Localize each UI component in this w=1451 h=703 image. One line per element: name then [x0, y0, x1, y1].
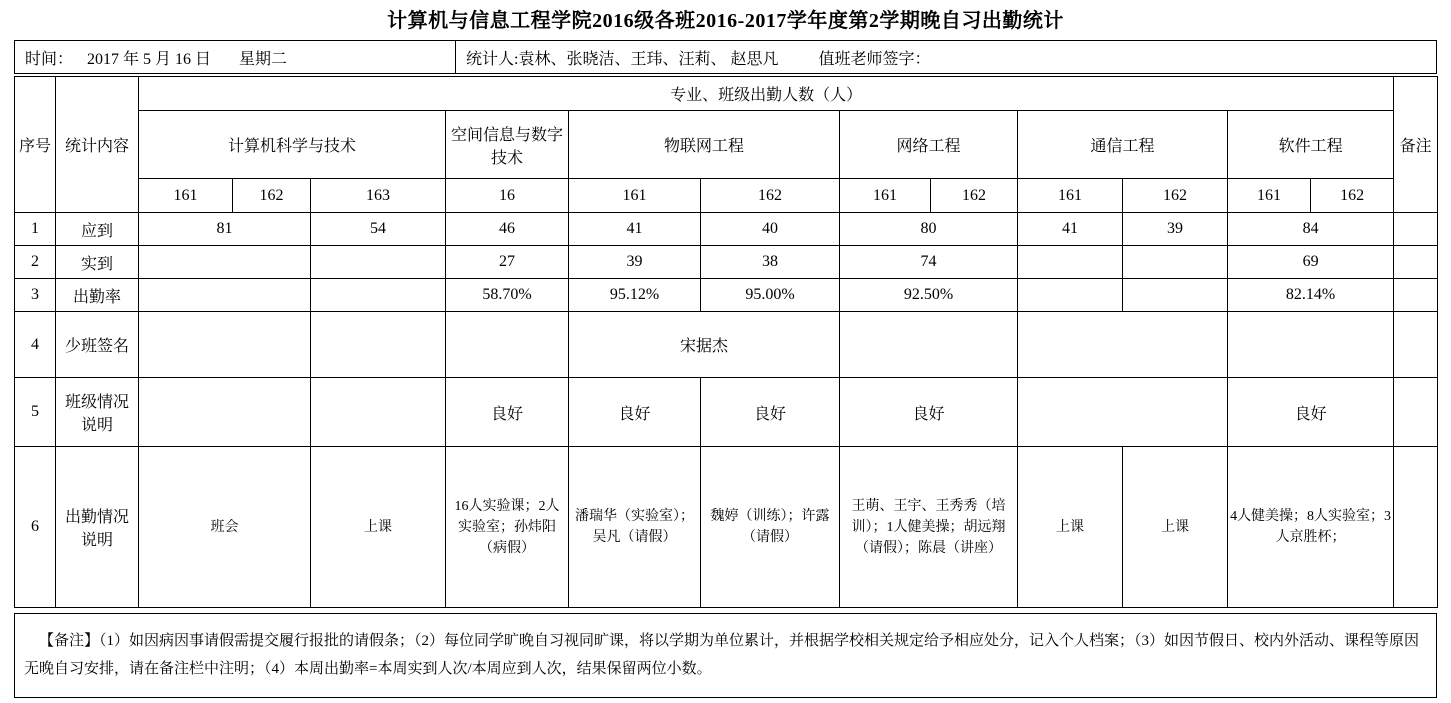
cell-r3-remark [1394, 279, 1438, 312]
cell-r4-sw [1228, 312, 1394, 378]
cell-r5-cs163 [311, 378, 446, 447]
row-num: 5 [15, 378, 56, 447]
cell-r1-cs161-162: 81 [139, 213, 311, 246]
header-class-cs-163: 163 [311, 179, 446, 213]
cell-r3-spatial16: 58.70% [446, 279, 569, 312]
header-major-communication: 通信工程 [1018, 111, 1228, 179]
cell-r4-cs161-162 [139, 312, 311, 378]
cell-r5-net: 良好 [840, 378, 1018, 447]
cell-r5-cs161-162 [139, 378, 311, 447]
cell-r5-comm [1018, 378, 1228, 447]
cell-r6-sw: 4人健美操；8人实验室；3人京胜杯； [1228, 447, 1394, 608]
cell-r3-comm161 [1018, 279, 1123, 312]
header-class-spatial-16: 16 [446, 179, 569, 213]
cell-r3-iot162: 95.00% [701, 279, 840, 312]
recorder-names: 统计人:袁林、张晓洁、王玮、汪莉、 赵思凡 [466, 50, 779, 68]
cell-r6-cs161-162: 班会 [139, 447, 311, 608]
attendance-table [14, 76, 1438, 608]
cell-r4-iot: 宋据杰 [569, 312, 840, 378]
teacher-sign-label: 值班老师签字： [818, 50, 931, 68]
row-num: 3 [15, 279, 56, 312]
row-label-attendance-notes: 出勤情况说明 [56, 447, 139, 608]
cell-r1-remark [1394, 213, 1438, 246]
document-page [14, 6, 1437, 698]
cell-r1-spatial16: 46 [446, 213, 569, 246]
info-bar [14, 40, 1437, 74]
cell-r5-sw: 良好 [1228, 378, 1394, 447]
cell-r3-net: 92.50% [840, 279, 1018, 312]
header-class-comm-161: 161 [1018, 179, 1123, 213]
header-major-spatial-info: 空间信息与数字技术 [446, 111, 569, 179]
cell-r2-cs161-162 [139, 246, 311, 279]
cell-r1-cs163: 54 [311, 213, 446, 246]
header-class-net-162: 162 [931, 179, 1018, 213]
cell-r4-remark [1394, 312, 1438, 378]
cell-r5-spatial16: 良好 [446, 378, 569, 447]
header-seq: 序号 [15, 77, 56, 213]
cell-r6-comm162: 上课 [1123, 447, 1228, 608]
row-label-class-status: 班级情况说明 [56, 378, 139, 447]
cell-r2-iot162: 38 [701, 246, 840, 279]
row-label-expected: 应到 [56, 213, 139, 246]
page-title: 计算机与信息工程学院2016级各班2016-2017学年度第2学期晚自习出勤统计 [387, 10, 1064, 32]
cell-r3-cs163 [311, 279, 446, 312]
cell-r6-remark [1394, 447, 1438, 608]
header-class-cs-161: 161 [139, 179, 233, 213]
cell-r6-spatial16: 16人实验课；2人实验室；孙炜阳（病假） [446, 447, 569, 608]
cell-r5-iot161: 良好 [569, 378, 701, 447]
cell-r2-spatial16: 27 [446, 246, 569, 279]
row-label-rate: 出勤率 [56, 279, 139, 312]
cell-r2-sw: 69 [1228, 246, 1394, 279]
row-num: 2 [15, 246, 56, 279]
cell-r2-remark [1394, 246, 1438, 279]
header-class-sw-162: 162 [1311, 179, 1394, 213]
header-remark: 备注 [1394, 77, 1438, 213]
info-recorder-cell [456, 41, 1436, 73]
cell-r2-comm161 [1018, 246, 1123, 279]
cell-r1-iot161: 41 [569, 213, 701, 246]
cell-r5-remark [1394, 378, 1438, 447]
cell-r6-cs163: 上课 [311, 447, 446, 608]
cell-r5-iot162: 良好 [701, 378, 840, 447]
cell-r3-sw: 82.14% [1228, 279, 1394, 312]
row-num: 1 [15, 213, 56, 246]
cell-r1-comm162: 39 [1123, 213, 1228, 246]
cell-r1-comm161: 41 [1018, 213, 1123, 246]
cell-r3-cs161-162 [139, 279, 311, 312]
cell-r4-net [840, 312, 1018, 378]
header-class-iot-161: 161 [569, 179, 701, 213]
cell-r6-iot161: 潘瑞华（实验室）；吴凡（请假） [569, 447, 701, 608]
cell-r6-iot162: 魏婷（训练）；许露（请假） [701, 447, 840, 608]
cell-r4-cs163 [311, 312, 446, 378]
header-major-iot: 物联网工程 [569, 111, 840, 179]
cell-r2-iot161: 39 [569, 246, 701, 279]
header-class-iot-162: 162 [701, 179, 840, 213]
header-major-network: 网络工程 [840, 111, 1018, 179]
header-class-sw-161: 161 [1228, 179, 1311, 213]
time-label: 时间： [25, 50, 74, 68]
footnote: 【备注】（1）如因病因事请假需提交履行报批的请假条；（2）每位同学旷晚自习视同旷课，将以学期为单位累计，并根据学校相关规定给予相应处分，记入个人档案；（3）如因节假日、校内外活动、课程等原因无晚自习安排，请在备注栏中注明；（4）本周出勤率=本周实到人次/本周应到人次，结果保留两位小数。 [14, 613, 1437, 698]
cell-r1-net: 80 [840, 213, 1018, 246]
header-major-computer-science: 计算机科学与技术 [139, 111, 446, 179]
time-value: 2017 年 5 月 16 日 [87, 50, 212, 68]
cell-r4-spatial16 [446, 312, 569, 378]
header-content: 统计内容 [56, 77, 139, 213]
header-major-software: 软件工程 [1228, 111, 1394, 179]
row-num: 4 [15, 312, 56, 378]
info-date-cell [15, 41, 456, 73]
row-num: 6 [15, 447, 56, 608]
cell-r3-comm162 [1123, 279, 1228, 312]
cell-r2-comm162 [1123, 246, 1228, 279]
weekday-value: 星期二 [239, 50, 288, 68]
cell-r2-net: 74 [840, 246, 1018, 279]
cell-r1-sw: 84 [1228, 213, 1394, 246]
cell-r6-comm161: 上课 [1018, 447, 1123, 608]
header-class-net-161: 161 [840, 179, 931, 213]
header-class-comm-162: 162 [1123, 179, 1228, 213]
row-label-signature: 少班签名 [56, 312, 139, 378]
cell-r6-net: 王萌、王宇、王秀秀（培训）；1人健美操；胡远翔（请假）；陈晨（讲座） [840, 447, 1018, 608]
row-label-actual: 实到 [56, 246, 139, 279]
cell-r1-iot162: 40 [701, 213, 840, 246]
cell-r3-iot161: 95.12% [569, 279, 701, 312]
cell-r2-cs163 [311, 246, 446, 279]
cell-r4-comm [1018, 312, 1228, 378]
header-span-title: 专业、班级出勤人数（人） [139, 77, 1394, 111]
header-class-cs-162: 162 [233, 179, 311, 213]
